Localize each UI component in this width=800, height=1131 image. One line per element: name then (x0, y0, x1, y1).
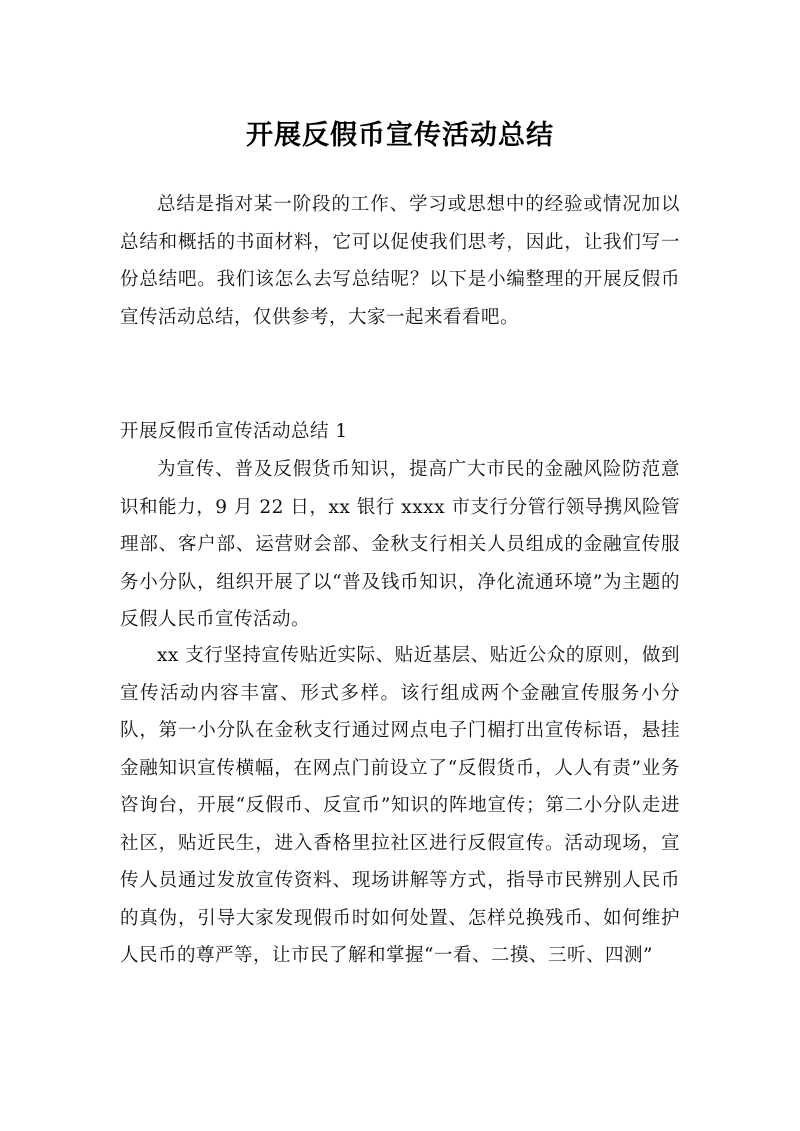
intro-paragraph: 总结是指对某一阶段的工作、学习或思想中的经验或情况加以总结和概括的书面材料，它可以促使我们思考，因此，让我们写一份总结吧。我们该怎么去写总结呢？以下是小编整理的开展反假币宣传活动总结，仅供参考，大家一起来看看吧。 (120, 194, 680, 328)
section-heading: 开展反假币宣传活动总结 1 (120, 421, 348, 442)
body-paragraph-2: xx 支行坚持宣传贴近实际、贴近基层、贴近公众的原则，做到宣传活动内容丰富、形式多样。该行组成两个金融宣传服务小分队，第一小分队在金秋支行通过网点电子门楣打出宣传标语，悬挂金融知识宣传横幅，在网点门前设立了“反假货币，人人有责”业务咨询台，开展“反假币、反宣币”知识的阵地宣传；第二小分队走进社区，贴近民生，进入香格里拉社区进行反假宣传。活动现场，宣传人员通过发放宣传资料、现场讲解等方式，指导市民辨别人民币的真伪，引导大家发现假币时如何处置、怎样兑换残币、如何维护人民币的尊严等，让市民了解和掌握“一看、二摸、三听、四测” (120, 645, 680, 966)
body-paragraph-1: 为宣传、普及反假货币知识，提高广大市民的金融风险防范意识和能力，9 月 22 日，xx 银行 xxxx 市支行分管行领导携风险管理部、客户部、运营财会部、金秋支行相关人员组成的金融宣传服务小分队，组织开展了以“普及钱币知识，净化流通环境”为主题的反假人民币宣传活动。 (120, 459, 680, 630)
document-title: 开展反假币宣传活动总结 (246, 120, 554, 152)
